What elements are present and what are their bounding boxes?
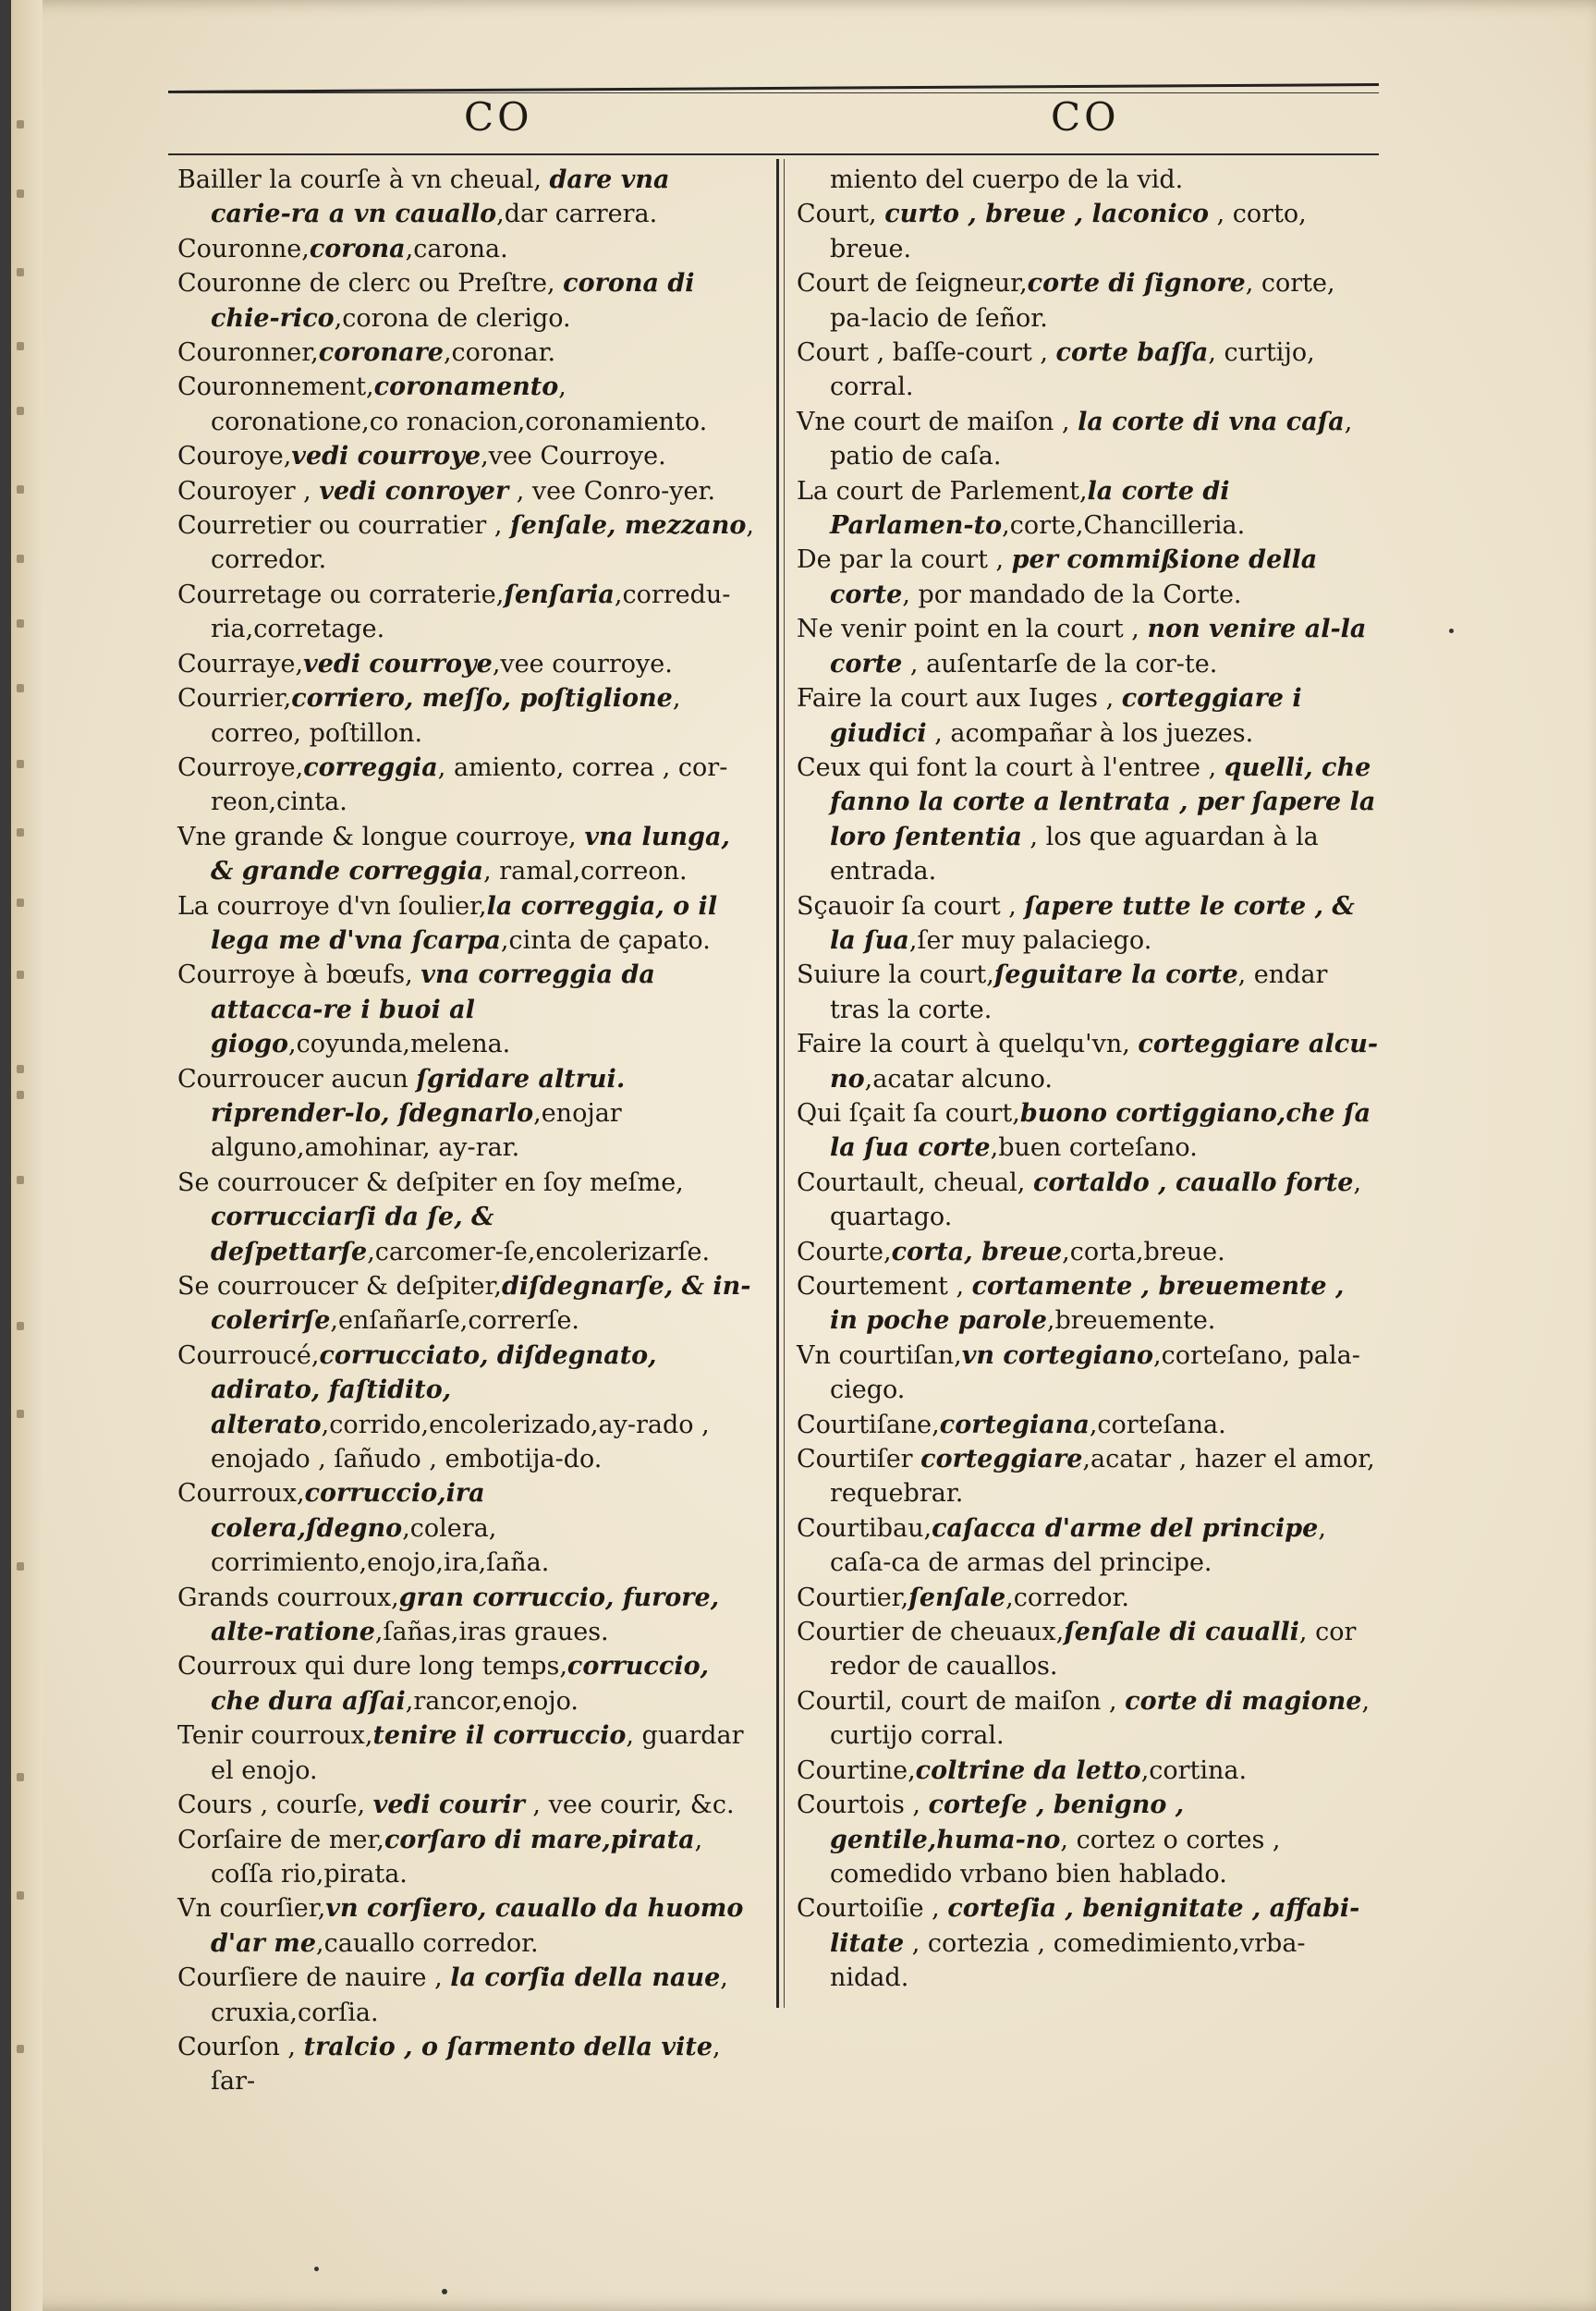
headword: Courtiſer — [797, 1445, 921, 1474]
headword: Courte, — [797, 1237, 892, 1266]
headword: Faire la court à quelqu'vn, — [797, 1030, 1139, 1059]
spanish-gloss: , por mandado de la Corte. — [902, 580, 1242, 609]
dictionary-entry — [797, 1235, 1379, 1269]
spanish-gloss: , corto, breue. — [830, 200, 1307, 263]
headword: Couroyer , — [177, 476, 320, 506]
headword: La courroye d'vn ſoulier, — [177, 891, 487, 921]
italian-gloss: dare vna carie-ra a vn cauallo — [211, 165, 670, 229]
dictionary-entry — [797, 612, 1379, 681]
headword: Ne venir point en la court , — [797, 615, 1148, 644]
spanish-gloss: ,carcomer-ſe,encolerizarſe. — [367, 1237, 711, 1266]
spanish-gloss: , cor redor de cauallos. — [830, 1618, 1357, 1681]
dictionary-entry — [177, 266, 758, 336]
dictionary-entry — [177, 474, 758, 508]
dictionary-entry — [797, 1511, 1379, 1581]
italian-gloss: vedi courir — [372, 1791, 525, 1820]
dictionary-entry — [177, 1166, 758, 1269]
spanish-gloss: , curtijo corral. — [830, 1686, 1371, 1751]
italian-gloss: vn corſiero, cauallo da huomo d'ar me — [211, 1894, 744, 1958]
headword: Courrier, — [177, 684, 292, 714]
headword: Courtine, — [797, 1755, 916, 1785]
gutter-mark — [17, 342, 24, 350]
italian-gloss: cortamente , breuemente , in poche parole — [830, 1272, 1345, 1336]
gutter-mark — [17, 485, 24, 494]
italian-gloss: vna correggia da attacca-re i buoi al giogo — [211, 960, 655, 1059]
headword: Bailler la courſe à vn cheual, — [177, 165, 550, 194]
dictionary-entry — [177, 1823, 758, 1892]
dictionary-entry — [177, 889, 758, 959]
italian-gloss: quelli, che fanno la corte a lentrata , per ſapere la loro ſententia — [830, 752, 1376, 851]
dictionary-entry — [797, 889, 1379, 959]
gutter-mark — [17, 407, 24, 415]
headword: Tenir courroux, — [177, 1721, 373, 1751]
spanish-gloss: , guardar el enojo. — [211, 1721, 744, 1785]
headword: Courtoiſie , — [797, 1894, 948, 1924]
headword: Courtault, cheual, — [797, 1168, 1033, 1197]
italian-gloss: cortaldo , cauallo forte — [1032, 1168, 1354, 1197]
italian-gloss: corte baſſa — [1055, 338, 1209, 368]
page-speck — [1449, 629, 1454, 633]
dictionary-entry — [797, 1891, 1379, 1995]
headword: Courtement , — [797, 1272, 972, 1301]
spanish-gloss: , quartago. — [830, 1168, 1362, 1232]
headword: Qui ſçait ſa court, — [797, 1098, 1020, 1128]
dictionary-entry — [177, 1062, 758, 1166]
spanish-gloss: , correo, poſtillon. — [211, 684, 681, 748]
headword: Couronnement, — [177, 373, 374, 402]
italian-gloss: buono cortiggiano,che ſa la ſua corte — [830, 1098, 1371, 1163]
dictionary-entry — [797, 1339, 1379, 1408]
gutter-mark — [17, 828, 24, 837]
headword: Courtier, — [797, 1583, 909, 1612]
headword: Courroux, — [177, 1479, 305, 1509]
spanish-gloss: ,cinta de çapato. — [500, 925, 711, 955]
spanish-gloss: ,enſañarſe,correrſe. — [330, 1306, 580, 1336]
gutter-mark — [17, 1562, 24, 1571]
italian-gloss: corruccio, che dura aſſai — [211, 1652, 709, 1716]
headword: Cours , courſe, — [177, 1791, 373, 1820]
italian-gloss: vedi courroye — [291, 442, 481, 471]
dictionary-entry — [177, 2030, 758, 2099]
dictionary-entry — [177, 820, 758, 889]
gutter-mark — [17, 2045, 24, 2053]
italian-gloss: corta, breue — [891, 1237, 1063, 1266]
spanish-gloss: ,carona. — [405, 234, 508, 263]
italian-gloss: vedi courroye — [303, 649, 493, 679]
italian-gloss: la corſia della naue — [450, 1963, 721, 1993]
gutter-mark — [17, 1891, 24, 1900]
spanish-gloss: , vee Conro-yer. — [508, 476, 716, 506]
spanish-gloss: ,corredor. — [1005, 1583, 1129, 1612]
headword: Couronner, — [177, 338, 319, 368]
italian-gloss: non venire al-la corte — [830, 615, 1367, 679]
headword: Se courroucer & deſpiter, — [177, 1272, 503, 1301]
dictionary-entry — [797, 1615, 1379, 1684]
dictionary-entry — [797, 1027, 1379, 1096]
spanish-gloss: ,buen corteſano. — [990, 1133, 1198, 1163]
book-page — [11, 0, 1596, 2311]
headword: Courretage ou corraterie, — [177, 580, 505, 609]
italian-gloss: correggia — [303, 752, 438, 782]
spanish-gloss: ,dar carrera. — [496, 200, 658, 229]
italian-gloss: ſenſale di caualli — [1064, 1618, 1299, 1647]
spanish-gloss: ,acatar alcuno. — [864, 1064, 1053, 1094]
spanish-gloss: ,coronar. — [443, 338, 556, 368]
headword: Court de ſeigneur, — [797, 269, 1028, 299]
spanish-gloss: ,cauallo corredor. — [316, 1928, 539, 1958]
spanish-gloss: ,corteſano, pala-ciego. — [830, 1340, 1360, 1405]
header-rule — [168, 153, 1379, 155]
spanish-gloss: ,corteſana. — [1089, 1410, 1226, 1439]
italian-gloss: corte di magione — [1125, 1686, 1362, 1716]
gutter-mark — [17, 1322, 24, 1330]
dictionary-entry — [797, 1442, 1379, 1511]
dictionary-entry — [177, 1649, 758, 1718]
headword: Corſaire de mer, — [177, 1825, 384, 1854]
italian-gloss: corteſia , benignitate , affabi-litate — [830, 1894, 1360, 1958]
italian-gloss: ſenſale, mezzano — [510, 511, 747, 541]
dictionary-entry — [177, 1476, 758, 1580]
gutter-mark — [17, 619, 24, 628]
italian-gloss: corruccio,ira colera,ſdegno — [211, 1479, 485, 1543]
italian-gloss: corteggiare i giudici — [830, 684, 1302, 748]
dictionary-entry — [177, 751, 758, 820]
italian-gloss: ſapere tutte le corte , & la ſua — [830, 891, 1355, 955]
headword: Courroucer aucun — [177, 1064, 417, 1094]
italian-gloss: per commißione della corte — [830, 545, 1318, 609]
spanish-gloss: , coronatione,co ronacion,coronamiento. — [211, 373, 708, 436]
gutter-mark — [17, 760, 24, 768]
headword: Courroucé, — [177, 1340, 320, 1370]
dictionary-entry — [177, 578, 758, 647]
dictionary-entry — [177, 1269, 758, 1339]
italian-gloss: corſaro di mare,pirata — [384, 1825, 695, 1854]
italian-gloss: corona di chie-rico — [211, 269, 695, 333]
dictionary-entry — [797, 958, 1379, 1027]
spanish-gloss: ,breuemente. — [1046, 1306, 1216, 1336]
dictionary-entry — [177, 647, 758, 681]
dictionary-entry — [797, 1754, 1379, 1788]
spanish-gloss: , ramal,correon. — [483, 857, 688, 886]
headword: Courtiſane, — [797, 1410, 940, 1439]
headword: Court, — [797, 200, 885, 229]
italian-gloss: ſenſale — [908, 1583, 1006, 1612]
headword: Courtier de cheuaux, — [797, 1618, 1065, 1647]
headword: Se courroucer & deſpiter en ſoy meſme, — [177, 1168, 684, 1197]
headword: Faire la court aux Iuges , — [797, 684, 1122, 714]
gutter-mark — [17, 971, 24, 979]
italian-gloss: diſdegnarſe, & in-colerirſe — [211, 1272, 751, 1336]
headword: Vne court de maiſon , — [797, 407, 1078, 436]
headword: Couroye, — [177, 442, 292, 471]
spanish-gloss: , auſentarſe de la cor-te. — [902, 649, 1218, 679]
spanish-gloss: , patio de caſa. — [830, 407, 1353, 471]
italian-gloss: vna lunga, & grande correggia — [211, 822, 730, 886]
dictionary-entry — [797, 163, 1379, 197]
gutter-mark — [17, 1091, 24, 1099]
dictionary-entry — [177, 1961, 758, 2030]
dictionary-entry — [177, 163, 758, 232]
headword: Courroux qui dure long temps, — [177, 1652, 567, 1681]
gutter-mark — [17, 268, 24, 276]
italian-gloss: la corte di vna caſa — [1078, 407, 1345, 436]
left-column — [177, 163, 758, 2099]
italian-gloss: vedi conroyer — [319, 476, 509, 506]
running-head-right: CO — [1051, 94, 1120, 140]
headword: Courtibau, — [797, 1513, 932, 1543]
spanish-gloss: ,coyunda,melena. — [288, 1030, 511, 1059]
dictionary-entry — [797, 336, 1379, 405]
headword: Courroye, — [177, 752, 304, 782]
spanish-gloss: , endar tras la corte. — [830, 960, 1328, 1024]
dictionary-entry — [797, 197, 1379, 266]
italian-gloss: corte di ſignore — [1027, 269, 1246, 299]
dictionary-entry — [177, 336, 758, 370]
italian-gloss: gran corruccio, furore, alte-ratione — [211, 1583, 720, 1647]
spanish-gloss: ,corona de clerigo. — [334, 303, 571, 333]
italian-gloss: cortegiana — [939, 1410, 1090, 1439]
page-speck — [442, 2289, 447, 2294]
italian-gloss: coltrine da letto — [915, 1755, 1141, 1785]
spanish-gloss: ,ſer muy palaciego. — [908, 925, 1152, 955]
headword: Courtois , — [797, 1791, 929, 1820]
italian-gloss: la corte di Parlamen-to — [830, 476, 1230, 541]
italian-gloss: corona — [309, 234, 406, 263]
gutter-mark — [17, 1065, 24, 1073]
dictionary-entry — [797, 474, 1379, 544]
dictionary-entry — [177, 508, 758, 578]
italian-gloss: corteſe , benigno , gentile,huma-no — [830, 1791, 1185, 1854]
spanish-gloss: miento del cuerpo de la vid. — [830, 165, 1184, 194]
dictionary-entry — [177, 958, 758, 1061]
gutter-mark — [17, 1176, 24, 1184]
italian-gloss: tenire il corruccio — [372, 1721, 627, 1751]
right-column — [797, 163, 1379, 1996]
italian-gloss: curto , breue , laconico — [884, 200, 1210, 229]
dictionary-entry — [797, 1166, 1379, 1235]
dictionary-entry — [177, 439, 758, 473]
spanish-gloss: , acompañar à los juezes. — [926, 718, 1254, 748]
headword: Vne grande & longue courroye, — [177, 822, 585, 851]
headword: Courtil, court de maiſon , — [797, 1686, 1126, 1716]
spanish-gloss: ,colera, corrimiento,enojo,ira,ſaña. — [211, 1513, 550, 1578]
gutter-mark — [17, 555, 24, 563]
spanish-gloss: , cortezia , comedimiento,vrba-nidad. — [830, 1928, 1306, 1993]
dictionary-entry — [797, 1684, 1379, 1754]
spanish-gloss: , ſar- — [211, 2032, 721, 2097]
spanish-gloss: ,corredu-ria,corretage. — [211, 580, 731, 644]
dictionary-entry — [797, 751, 1379, 889]
dictionary-entry — [177, 1788, 758, 1822]
page-speck — [314, 2267, 319, 2271]
italian-gloss: ſenſaria — [504, 580, 615, 609]
gutter-mark — [17, 684, 24, 692]
italian-gloss: caſacca d'arme del principe — [932, 1513, 1319, 1543]
spanish-gloss: , cortez o cortes , comedido vrbano bien hablado. — [830, 1825, 1281, 1889]
dictionary-entry — [177, 1339, 758, 1477]
spanish-gloss: , corredor. — [211, 511, 754, 575]
spanish-gloss: ,corta,breue. — [1062, 1237, 1225, 1266]
dictionary-entry — [797, 1269, 1379, 1339]
spanish-gloss: , vee courir, &c. — [524, 1791, 735, 1820]
headword: Couronne, — [177, 234, 310, 263]
spanish-gloss: ,corrido,encolerizado,ay-rado , enojado , ſañudo , embotija-do. — [211, 1410, 710, 1474]
spanish-gloss: ,vee courroye. — [492, 649, 673, 679]
spanish-gloss: , coſſa rio,pirata. — [211, 1825, 703, 1889]
headword: Sçauoir ſa court , — [797, 891, 1025, 921]
dictionary-entry — [797, 1408, 1379, 1442]
dictionary-entry — [177, 370, 758, 439]
spanish-gloss: , curtijo, corral. — [830, 338, 1315, 402]
dictionary-entry — [797, 1788, 1379, 1891]
spanish-gloss: ,vee Courroye. — [481, 442, 666, 471]
headword: Vn courſier, — [177, 1894, 326, 1924]
dictionary-entry — [797, 405, 1379, 474]
gutter-mark — [17, 1410, 24, 1418]
dictionary-entry — [177, 1581, 758, 1650]
headword: Vn courtiſan, — [797, 1340, 962, 1370]
headword: Courſon , — [177, 2032, 304, 2061]
top-rule-thin — [168, 92, 1379, 93]
dictionary-entry — [797, 543, 1379, 612]
italian-gloss: tralcio , o ſarmento della vite — [303, 2032, 713, 2061]
spanish-gloss: ,corte,Chancilleria. — [1002, 511, 1246, 541]
headword: Ceux qui font la court à l'entree , — [797, 752, 1224, 782]
spanish-gloss: ,ſañas,iras graues. — [374, 1618, 609, 1647]
spanish-gloss: ,enojar alguno,amohinar, ay-rar. — [211, 1098, 622, 1163]
italian-gloss: la correggia, o il lega me d'vna ſcarpa — [211, 891, 718, 955]
spanish-gloss: , caſa-ca de armas del principe. — [830, 1513, 1326, 1578]
italian-gloss: corrucciato, diſdegnato, adirato, faſtidito, alterato — [211, 1340, 657, 1439]
spanish-gloss: ,acatar , hazer el amor, requebrar. — [830, 1445, 1375, 1509]
gutter-mark — [17, 120, 24, 128]
dictionary-entry — [797, 1581, 1379, 1615]
spanish-gloss: , amiento, correa , cor-reon,cinta. — [211, 752, 728, 817]
running-head-left: CO — [464, 94, 533, 140]
spanish-gloss: ,rancor,enojo. — [405, 1686, 579, 1716]
column-divider — [776, 159, 779, 2008]
headword: Courroye à bœufs, — [177, 960, 421, 990]
column-divider-thin — [784, 159, 785, 2008]
dictionary-entry — [177, 681, 758, 751]
italian-gloss: coronamento — [373, 373, 559, 402]
gutter-mark — [17, 1773, 24, 1781]
headword: Suiure la court, — [797, 960, 994, 990]
headword: Couronne de clerc ou Preſtre, — [177, 269, 564, 299]
gutter-mark — [17, 899, 24, 907]
spanish-gloss: , corte, pa-lacio de ſeñor. — [830, 269, 1335, 333]
headword: De par la court , — [797, 545, 1012, 575]
italian-gloss: corrucciarſi da ſe, & deſpettarſe — [211, 1203, 494, 1266]
headword: Courretier ou courratier , — [177, 511, 511, 541]
spanish-gloss: , cruxia,corſia. — [211, 1963, 728, 2027]
italian-gloss: corriero, meſſo, poſtiglione — [291, 684, 673, 714]
dictionary-entry — [797, 1096, 1379, 1166]
italian-gloss: ſgridare altrui. riprender-lo, ſdegnarlo — [211, 1064, 626, 1128]
dictionary-entry — [797, 681, 1379, 751]
spanish-gloss: , los que aguardan à la entrada. — [830, 822, 1319, 886]
headword: Grands courroux, — [177, 1583, 399, 1612]
spanish-gloss: ,cortina. — [1140, 1755, 1248, 1785]
dictionary-entry — [177, 1718, 758, 1788]
dictionary-entry — [177, 232, 758, 266]
headword: La court de Parlement, — [797, 476, 1088, 506]
headword: Court , baſſe-court , — [797, 338, 1056, 368]
italian-gloss: ſeguitare la corte — [993, 960, 1238, 990]
gutter-mark — [17, 190, 24, 198]
dictionary-entry — [797, 266, 1379, 336]
dictionary-entry — [177, 1891, 758, 1961]
italian-gloss: vn cortegiano — [961, 1340, 1154, 1370]
headword: Courſiere de nauire , — [177, 1963, 451, 1993]
italian-gloss: corteggiare — [920, 1445, 1083, 1474]
italian-gloss: corteggiare alcu-no — [830, 1030, 1379, 1094]
italian-gloss: coronare — [318, 338, 444, 368]
headword: Courraye, — [177, 649, 304, 679]
